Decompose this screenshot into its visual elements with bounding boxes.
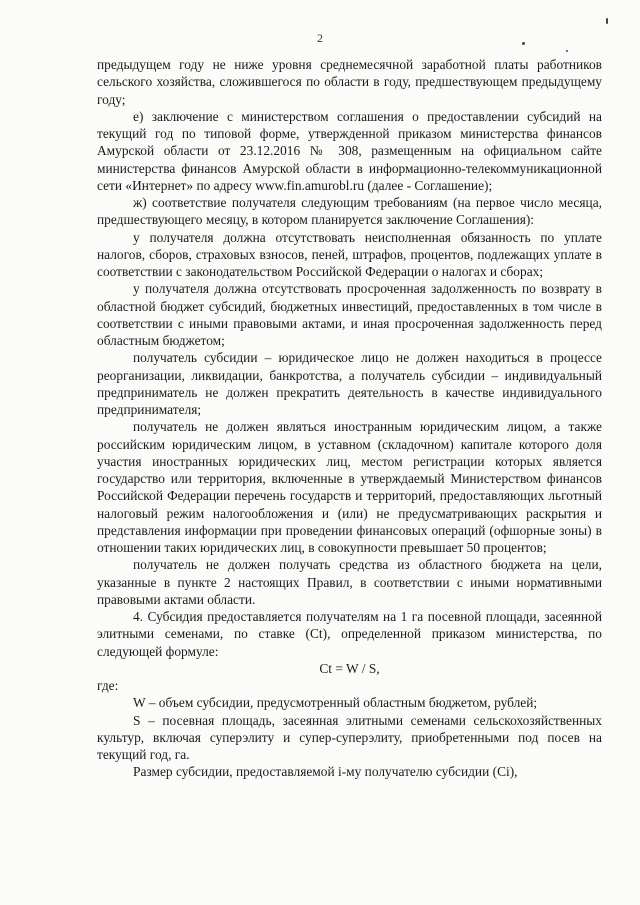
- scan-speck: [566, 50, 568, 52]
- paragraph-no-tax-debt: у получателя должна отсутствовать неисполненная обязанность по уплате налогов, сборов, страховых взносов, пеней, штрафов, процентов, подлежащих уплате в соответствии с законодательством Российской Федерации о налогах и сборах;: [97, 229, 602, 279]
- scan-speck: [606, 18, 608, 24]
- paragraph-item-zh-requirements: ж) соответствие получателя следующим требованиям (на первое число месяца, предшествующего месяцу, в котором планируется заключение Соглашения):: [97, 195, 602, 228]
- paragraph-where: где:: [97, 678, 119, 693]
- document-body: [97, 56, 602, 781]
- paragraph-no-reorganization: получатель субсидии – юридическое лицо не должен находиться в процессе реорганизации, ликвидации, банкротства, а получатель субсидии – индивидуальный предприниматель не должен прекратить деятельность в качестве индивидуального предпринимателя;: [97, 350, 602, 417]
- page-number: 2: [317, 31, 323, 45]
- paragraph-no-overdue-debt: у получателя должна отсутствовать просроченная задолженность по возврату в областной бюджет субсидий, бюджетных инвестиций, предоставленных в том числе в соответствии с иными правовыми актами, и иная просроченная задолженность перед областным бюджетом;: [97, 281, 602, 348]
- paragraph-subsidy-size: Размер субсидии, предоставляемой i-му получателю субсидии (Ci),: [133, 764, 518, 780]
- formula-rate: Ct = W / S,: [319, 660, 380, 676]
- paragraph-definition-s: S – посевная площадь, засеянная элитными семенами сельскохозяйственных культур, включая суперэлиту и супер-суперэлиту, приобретенными под посев на текущий год, га.: [97, 712, 602, 762]
- paragraph-definition-w: W – объем субсидии, предусмотренный областным бюджетом, рублей;: [133, 695, 538, 711]
- paragraph-no-foreign-entity: получатель не должен являться иностранным юридическим лицом, а также российским юридическим лицом, в уставном (складочном) капитале которого доля участия иностранных юридических лиц, местом регистрации которых является государство или территория, включенные в утверждаемый Министерством финансов Российской Федерации перечень государств и территорий, предоставляющих льготный налоговый режим налогообложения и (или) не предусматривающих раскрытия и представления информации при проведении финансовых операций (офшорные зоны) в отношении таких юридических лиц, в совокупности превышает 50 процентов;: [97, 419, 602, 555]
- paragraph-item-4-subsidy-rate: 4. Субсидия предоставляется получателям на 1 га посевной площади, засеянной элитными семенами, по ставке (Ct), определенной приказом министерства, по следующей формуле:: [97, 609, 602, 659]
- paragraph-prev-year-wage: предыдущем году не ниже уровня среднемесячной заработной платы работников сельского хозяйства, сложившегося по области в году, предшествующем предыдущему году;: [97, 57, 602, 107]
- paragraph-no-other-funds: получатель не должен получать средства из областного бюджета на цели, указанные в пункте 2 настоящих Правил, в соответствии с иными нормативными правовыми актами области.: [97, 557, 602, 607]
- scan-speck: [522, 42, 525, 45]
- paragraph-item-e-agreement: е) заключение с министерством соглашения о предоставлении субсидий на текущий год по типовой форме, утвержденной приказом министерства финансов Амурской области от 23.12.2016 № 308, размещенным на официальном сайте министерства финансов Амурской области в информационно-телекоммуникационной сети «Интернет» по адресу www.fin.amurobl.ru (далее - Соглашение);: [97, 108, 602, 193]
